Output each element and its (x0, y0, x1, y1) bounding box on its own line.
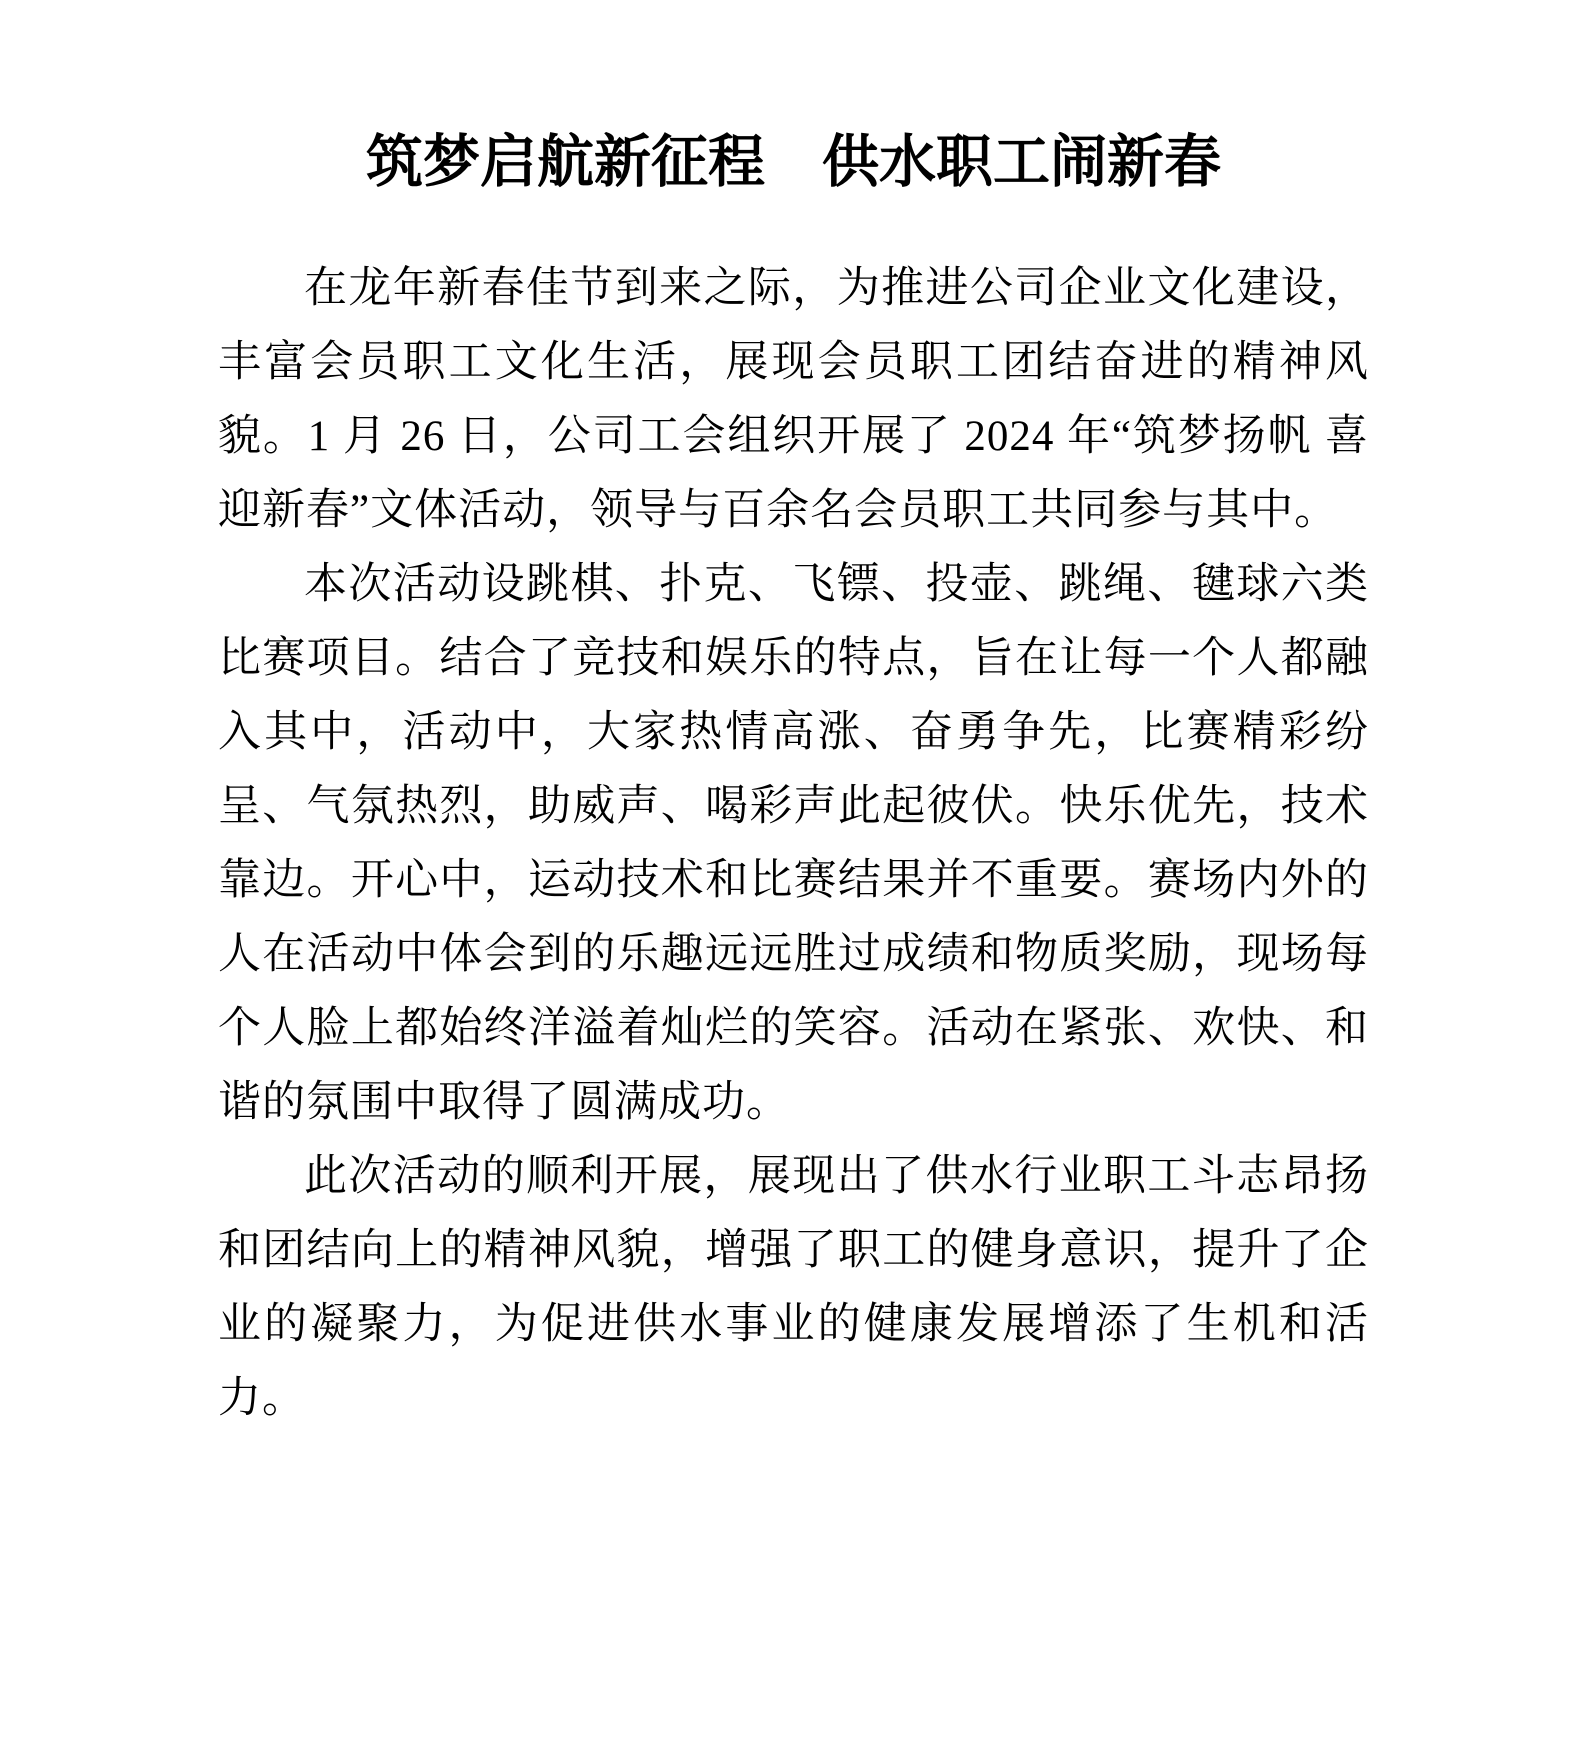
paragraph-activity-details: 本次活动设跳棋、扑克、飞镖、投壶、跳绳、毽球六类比赛项目。结合了竞技和娱乐的特点，旨在让每一个人都融入其中，活动中，大家热情高涨、奋勇争先，比赛精彩纷呈、气氛热烈，助威声、喝彩声此起彼伏。快乐优先，技术靠边。开心中，运动技术和比赛结果并不重要。赛场内外的人在活动中体会到的乐趣远远胜过成绩和物质奖励，现场每个人脸上都始终洋溢着灿烂的笑容。活动在紧张、欢快、和谐的氛围中取得了圆满成功。 (218, 561, 1369, 1126)
paragraph-intro: 在龙年新春佳节到来之际，为推进公司企业文化建设，丰富会员职工文化生活，展现会员职工团结奋进的精神风貌。1 月 26 日，公司工会组织开展了 2024 年“筑梦扬帆 喜迎新春”文体活动，领导与百余名会员职工共同参与其中。 (218, 265, 1369, 534)
document-title: 筑梦启航新征程 供水职工闹新春 (366, 131, 1221, 194)
paragraph-conclusion: 此次活动的顺利开展，展现出了供水行业职工斗志昂扬和团结向上的精神风貌，增强了职工的健身意识，提升了企业的凝聚力，为促进供水事业的健康发展增添了生机和活力。 (218, 1153, 1369, 1422)
